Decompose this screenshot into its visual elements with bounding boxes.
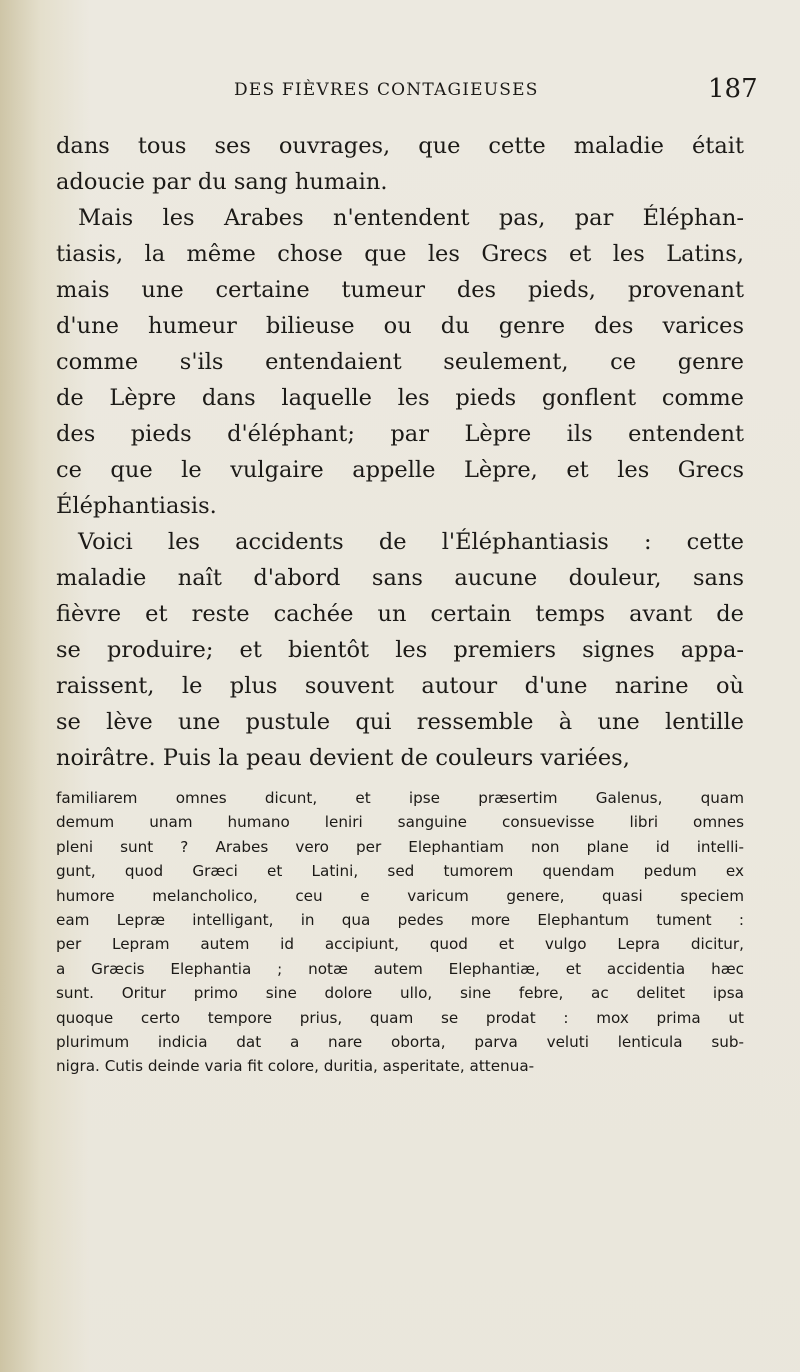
footnote-line: quoque certo tempore prius, quam se prodat : mox prima ut — [56, 1008, 744, 1027]
footnote-line: plurimum indicia dat a nare oborta, parva veluti lenticula sub- — [56, 1032, 744, 1051]
footnote-line: gunt, quod Græci et Latini, sed tumorem quendam pedum ex — [56, 862, 744, 881]
main-text-line: comme s'ils entendaient seulement, ce genre — [56, 349, 744, 375]
main-text-line: mais une certaine tumeur des pieds, provenant — [56, 277, 744, 303]
main-text-body — [56, 128, 744, 776]
footnote-line: a Græcis Elephantia ; notæ autem Elephantiæ, et accidentia hæc — [56, 959, 744, 978]
main-text-line: raissent, le plus souvent autour d'une narine où — [56, 673, 744, 699]
running-head-title: DES FIÈVRES CONTAGIEUSES — [234, 80, 539, 100]
main-text-line: adoucie par du sang humain. — [56, 169, 388, 195]
main-text-line: Éléphantiasis. — [56, 493, 217, 519]
main-text-line: ce que le vulgaire appelle Lèpre, et les Grecs — [56, 457, 744, 483]
main-text-line: maladie naît d'abord sans aucune douleur, sans — [56, 565, 744, 591]
footnote-line: humore melancholico, ceu e varicum genere, quasi speciem — [56, 886, 744, 905]
main-text-line: fièvre et reste cachée un certain temps avant de — [56, 601, 744, 627]
main-text-line: se produire; et bientôt les premiers signes appa- — [56, 637, 744, 663]
footnote-line: per Lepram autem id accipiunt, quod et vulgo Lepra dicitur, — [56, 935, 744, 954]
main-text-line: Voici les accidents de l'Éléphantiasis : cette — [78, 529, 744, 555]
latin-footnote — [56, 786, 744, 1079]
footnote-line: pleni sunt ? Arabes vero per Elephantiam non plane id intelli- — [56, 837, 744, 856]
page-number: 187 — [708, 74, 758, 104]
running-head — [0, 74, 800, 114]
main-text-line: d'une humeur bilieuse ou du genre des varices — [56, 313, 744, 339]
main-text-line: de Lèpre dans laquelle les pieds gonflent comme — [56, 385, 744, 411]
main-text-line: dans tous ses ouvrages, que cette maladie était — [56, 133, 744, 159]
footnote-line: demum unam humano leniri sanguine consuevisse libri omnes — [56, 813, 744, 832]
main-text-line: des pieds d'éléphant; par Lèpre ils entendent — [56, 421, 744, 447]
footnote-line: sunt. Oritur primo sine dolore ullo, sine febre, ac delitet ipsa — [56, 984, 744, 1003]
footnote-line: nigra. Cutis deinde varia fit colore, duritia, asperitate, attenua- — [56, 1057, 535, 1076]
main-text-line: noirâtre. Puis la peau devient de couleurs variées, — [56, 745, 630, 771]
main-text-line: se lève une pustule qui ressemble à une lentille — [56, 709, 744, 735]
main-text-line: tiasis, la même chose que les Grecs et les Latins, — [56, 241, 744, 267]
footnote-line: familiarem omnes dicunt, et ipse præsertim Galenus, quam — [56, 789, 744, 807]
footnote-line: eam Lepræ intelligant, in qua pedes more Elephantum tument : — [56, 910, 744, 929]
main-text-line: Mais les Arabes n'entendent pas, par Éléphan- — [78, 205, 744, 231]
